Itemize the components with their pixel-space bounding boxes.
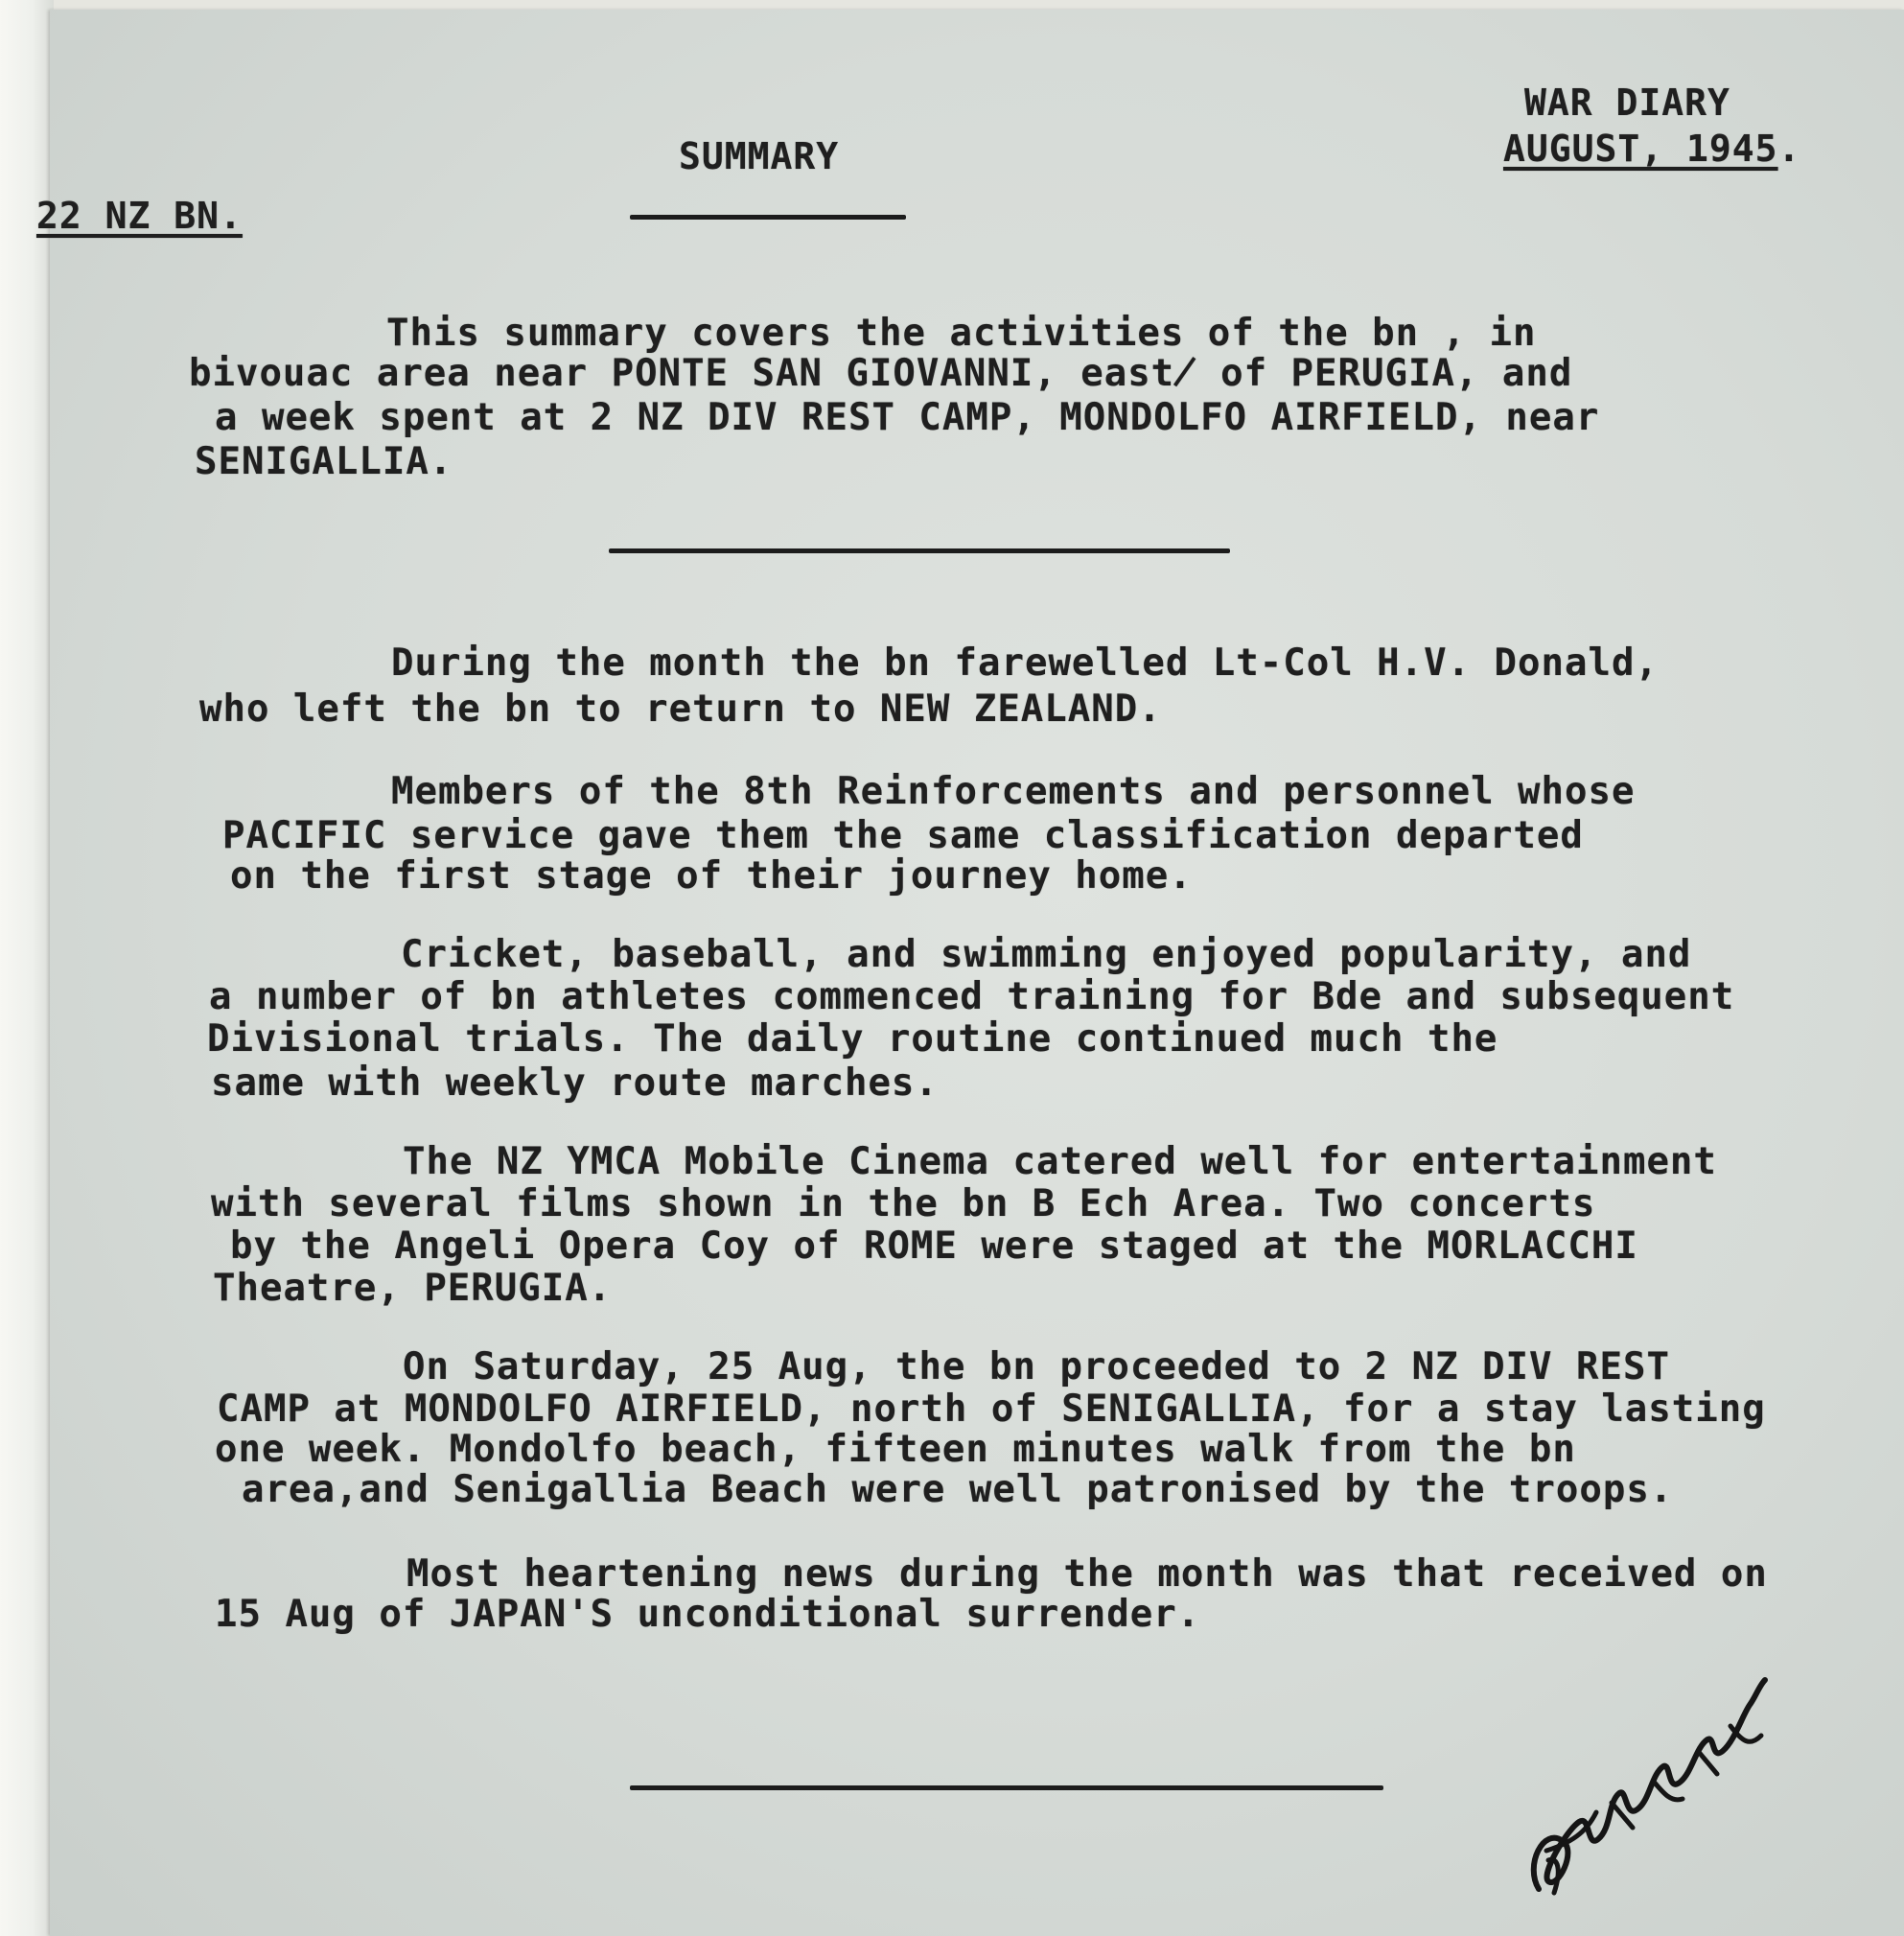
war-diary-date-period: . <box>1777 128 1801 170</box>
para2-line-2: PACIFIC service gave them the same classification departed <box>222 814 1584 857</box>
war-diary-date-line <box>1503 128 1801 170</box>
para2-line-1: Members of the 8th Reinforcements and personnel whose <box>391 770 1636 813</box>
para5-line-4: area,and Senigallia Beach were well patronised by the troops. <box>242 1468 1674 1511</box>
para4-line-2: with several films shown in the bn B Ech Area. Two concerts <box>211 1182 1596 1225</box>
para1-line-2: who left the bn to return to NEW ZEALAND. <box>199 688 1162 731</box>
intro-line-1: This summary covers the activities of the bn , in <box>386 312 1537 355</box>
scan-left-margin <box>0 0 54 1936</box>
signature-scribble-icon <box>1520 1659 1778 1908</box>
para5-line-3: one week. Mondolfo beach, fifteen minutes walk from the bn <box>215 1428 1576 1471</box>
signature-rule <box>630 1785 1383 1790</box>
para6-line-2: 15 Aug of JAPAN'S unconditional surrender. <box>215 1593 1201 1636</box>
para4-line-3: by the Angeli Opera Coy of ROME were staged at the MORLACCHI <box>230 1225 1638 1268</box>
summary-title: SUMMARY <box>679 135 840 177</box>
para3-line-1: Cricket, baseball, and swimming enjoyed popularity, and <box>401 933 1692 976</box>
para1-line-1: During the month the bn farewelled Lt-Col H.V. Donald, <box>391 641 1659 685</box>
para5-line-1: On Saturday, 25 Aug, the bn proceeded to 2 NZ DIV REST <box>403 1345 1670 1388</box>
title-rule <box>630 215 906 220</box>
war-diary-date: AUGUST, 1945 <box>1503 128 1778 170</box>
section-rule <box>609 548 1230 553</box>
intro-line-4: SENIGALLIA. <box>195 440 453 483</box>
para5-line-2: CAMP at MONDOLFO AIRFIELD, north of SENIGALLIA, for a stay lasting <box>217 1388 1766 1431</box>
war-diary-label: WAR DIARY <box>1524 82 1730 124</box>
intro-line-3: a week spent at 2 NZ DIV REST CAMP, MONDOLFO AIRFIELD, near <box>215 396 1600 439</box>
unit-label: 22 NZ BN. <box>36 195 243 237</box>
para4-line-4: Theatre, PERUGIA. <box>213 1267 613 1310</box>
para3-line-4: same with weekly route marches. <box>211 1061 939 1105</box>
para3-line-2: a number of bn athletes commenced training for Bde and subsequent <box>209 975 1735 1018</box>
para6-line-1: Most heartening news during the month was that received on <box>406 1552 1768 1596</box>
para3-line-3: Divisional trials. The daily routine continued much the <box>207 1017 1498 1061</box>
para4-line-1: The NZ YMCA Mobile Cinema catered well for entertainment <box>403 1140 1717 1183</box>
intro-line-2: bivouac area near PONTE SAN GIOVANNI, east̸ of PERUGIA, and <box>189 352 1573 395</box>
para2-line-3: on the first stage of their journey home. <box>230 854 1193 898</box>
